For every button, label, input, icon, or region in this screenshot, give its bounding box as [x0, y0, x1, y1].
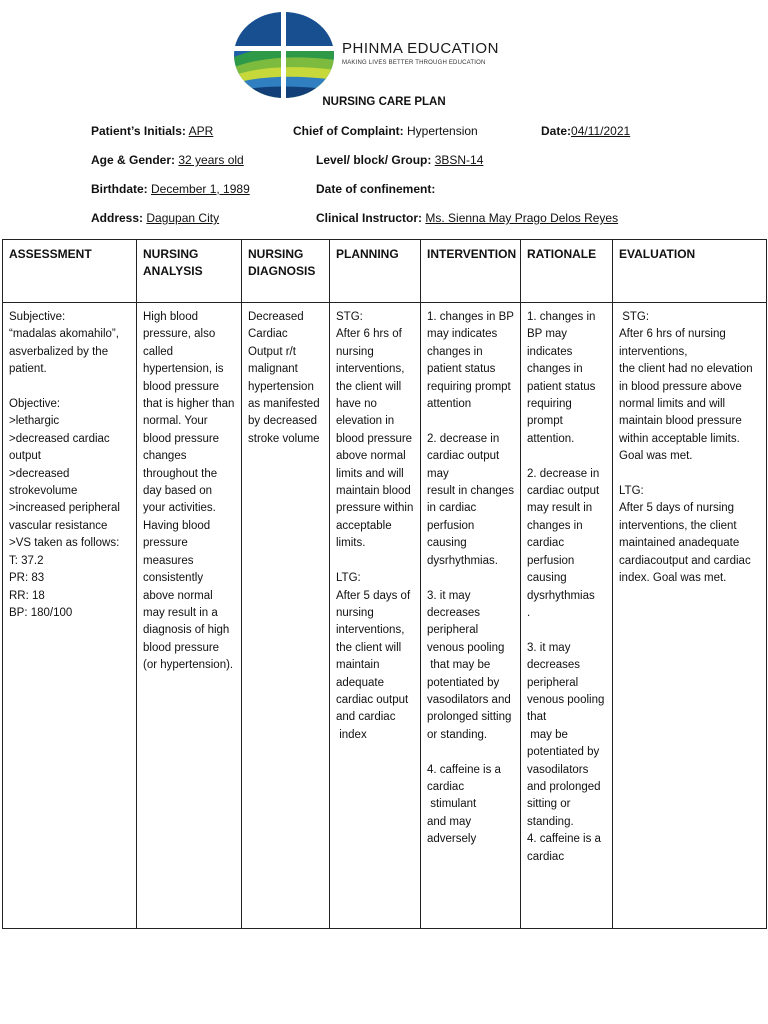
date-value: 04/11/2021 [571, 124, 631, 138]
age-gender [91, 153, 244, 167]
phinma-globe-icon [232, 10, 336, 100]
age-label: Age & Gender: [91, 153, 176, 167]
cell-nursing-diagnosis: Decreased Cardiac Output r/t malignant hypertension as manifested by decreased stroke volume [242, 303, 330, 929]
level-label: Level/ block/ Group: [316, 153, 432, 167]
header-intervention: INTERVENTION [421, 240, 521, 303]
cell-assessment: Subjective: “madalas akomahilo”, asverbalized by the patient. Objective: >lethargic >decreased cardiac output >decreased strokevolume >increased peripheral vascular resistance >VS taken as follows: T: 37.2 PR: 83 RR: 18 BP: 180/100 [3, 303, 137, 929]
complaint-value: Hypertension [407, 124, 478, 138]
level-block-group [316, 153, 483, 167]
cell-planning: STG: After 6 hrs of nursing interventions, the client will have no elevation in blood pressure above normal limits and will maintain blood pressure within acceptable limits. LTG: After 5 days of nursing interventions, the client will maintain adequate cardiac output and cardiac index [330, 303, 421, 929]
brand-name: PHINMA EDUCATION [342, 40, 499, 57]
instructor-label: Clinical Instructor: [316, 211, 423, 225]
header-assessment: ASSESSMENT [3, 240, 137, 303]
initials-value: APR [188, 124, 214, 138]
initials-label: Patient’s Initials: [91, 124, 186, 138]
complaint-label: Chief of Complaint: [293, 124, 404, 138]
header-rationale: RATIONALE [521, 240, 613, 303]
date-label: Date: [541, 124, 572, 138]
birthdate [91, 182, 250, 196]
cell-intervention: 1. changes in BP may indicates changes in patient status requiring prompt attention 2. decrease in cardiac output may result in changes in cardiac perfusion causing dysrhythmias. 3. it may decreases peripheral venous pooling that may be potentiated by vasodilators and prolonged sitting or standing. 4. caffeine is a cardiac stimulant and may adversely [421, 303, 521, 929]
header-evaluation: EVALUATION [613, 240, 767, 303]
age-value: 32 years old [178, 153, 244, 167]
address-value: Dagupan City [146, 211, 220, 225]
address [91, 211, 219, 225]
cell-evaluation: STG: After 6 hrs of nursing interventions, the client had no elevation in blood pressure above normal limits and will maintain blood pressure within acceptable limits. Goal was met. LTG: After 5 days of nursing interventions, the client maintained anadequate cardiacoutput and cardiac index. Goal was met. [613, 303, 767, 929]
date-of-confinement [316, 182, 435, 196]
header-planning: PLANNING [330, 240, 421, 303]
address-label: Address: [91, 211, 144, 225]
table-header-row [3, 240, 767, 303]
cell-rationale: 1. changes in BP may indicates changes in patient status requiring prompt attention. 2. decrease in cardiac output may result in changes in cardiac perfusion causing dysrhythmias . 3. it may decreases peripheral venous pooling that may be potentiated by vasodilators and prolonged sitting or standing. 4. caffeine is a cardiac [521, 303, 613, 929]
header-nursing-analysis: NURSING ANALYSIS [137, 240, 242, 303]
confinement-label: Date of confinement: [316, 182, 436, 196]
birthdate-value: December 1, 1989 [151, 182, 250, 196]
clinical-instructor [316, 211, 618, 225]
care-plan-table [2, 239, 767, 929]
table-row [3, 303, 767, 929]
document-title: NURSING CARE PLAN [322, 96, 446, 108]
cell-nursing-analysis: High blood pressure, also called hypertension, is blood pressure that is higher than normal. Your blood pressure changes throughout the day based on your activities. Having blood pressure measures consistently above normal may result in a diagnosis of high blood pressure (or hypertension). [137, 303, 242, 929]
birthdate-label: Birthdate: [91, 182, 148, 196]
patient-initials [91, 124, 213, 138]
plan-date [541, 124, 630, 138]
chief-complaint [293, 124, 478, 138]
level-value: 3BSN-14 [434, 153, 484, 167]
instructor-value: Ms. Sienna May Prago Delos Reyes [425, 211, 619, 225]
header-nursing-diagnosis: NURSING DIAGNOSIS [242, 240, 330, 303]
phinma-logo [232, 10, 522, 100]
brand-tagline: MAKING LIVES BETTER THROUGH EDUCATION [342, 60, 486, 66]
